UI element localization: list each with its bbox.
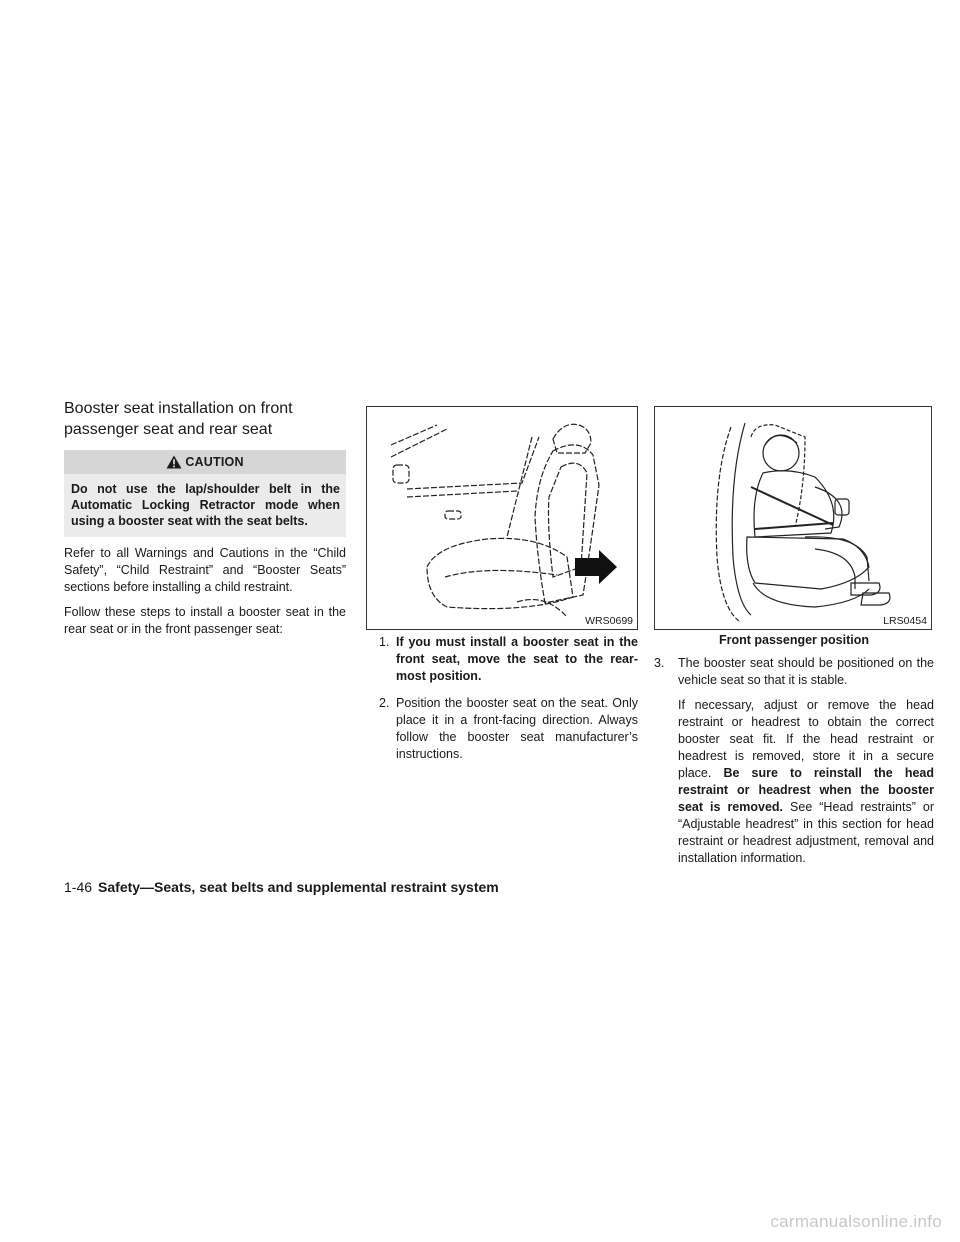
page-number: 1-46 [64, 879, 93, 895]
child-booster-illustration [655, 407, 931, 629]
page-footer [64, 878, 499, 896]
figure-child-booster [654, 406, 932, 630]
step-number: 3. [654, 656, 665, 670]
right-column [654, 406, 934, 867]
figure-id: WRS0699 [585, 615, 633, 627]
section-title: Booster seat installation on front passenger seat and rear seat [64, 400, 293, 438]
paragraph-follow: Follow these steps to install a booster seat in the rear seat or in the front passenger seat: [64, 605, 346, 636]
step-3-detail-bold: Be sure to reinstall the head restraint or headrest when the booster seat is removed. [678, 766, 934, 814]
warning-triangle-icon [166, 455, 182, 469]
seat-illustration [367, 407, 637, 629]
step-text: The booster seat should be positioned on the vehicle seat so that it is stable. [678, 656, 934, 687]
figure-id: LRS0454 [883, 615, 927, 627]
paragraph-refer: Refer to all Warnings and Cautions in the “Child Safety”, “Child Restraint” and “Booster Seats” sections before installing a child restraint. [64, 546, 346, 594]
caution-header [64, 450, 346, 474]
step-number: 2. [379, 696, 390, 710]
figure-caption: Front passenger position [718, 633, 869, 647]
step-2 [366, 695, 638, 763]
step-3 [654, 655, 934, 867]
step-text: If you must install a booster seat in the front seat, move the seat to the rear-most position. [396, 635, 638, 683]
step-text: Position the booster seat on the seat. Only place it in a front-facing direction. Always follow the booster seat manufacturer’s instructions. [396, 696, 638, 761]
caution-label: CAUTION [185, 454, 244, 469]
caution-text: Do not use the lap/shoulder belt in the Automatic Locking Retractor mode when using a booster seat with the seat belts. [64, 474, 346, 537]
step-1 [366, 634, 638, 685]
step-3-detail [678, 697, 934, 867]
middle-column [366, 406, 638, 763]
step-number: 1. [379, 635, 390, 649]
watermark: carmanualsonline.info [770, 1212, 942, 1231]
figure-seat-illustration [366, 406, 638, 630]
running-title: Safety—Seats, seat belts and supplemental restraint system [98, 879, 499, 895]
step-3-detail-plain: If necessary, adjust or remove the head restraint or headrest to obtain the correct booster seat fit. If the head restraint or headrest is removed, store it in a secure place. [678, 698, 934, 780]
step-3-detail-tail: See “Head restraints” or “Adjustable headrest” in this section for head restraint or headrest adjustment, removal and installation information. [678, 800, 934, 865]
left-column [64, 398, 346, 638]
